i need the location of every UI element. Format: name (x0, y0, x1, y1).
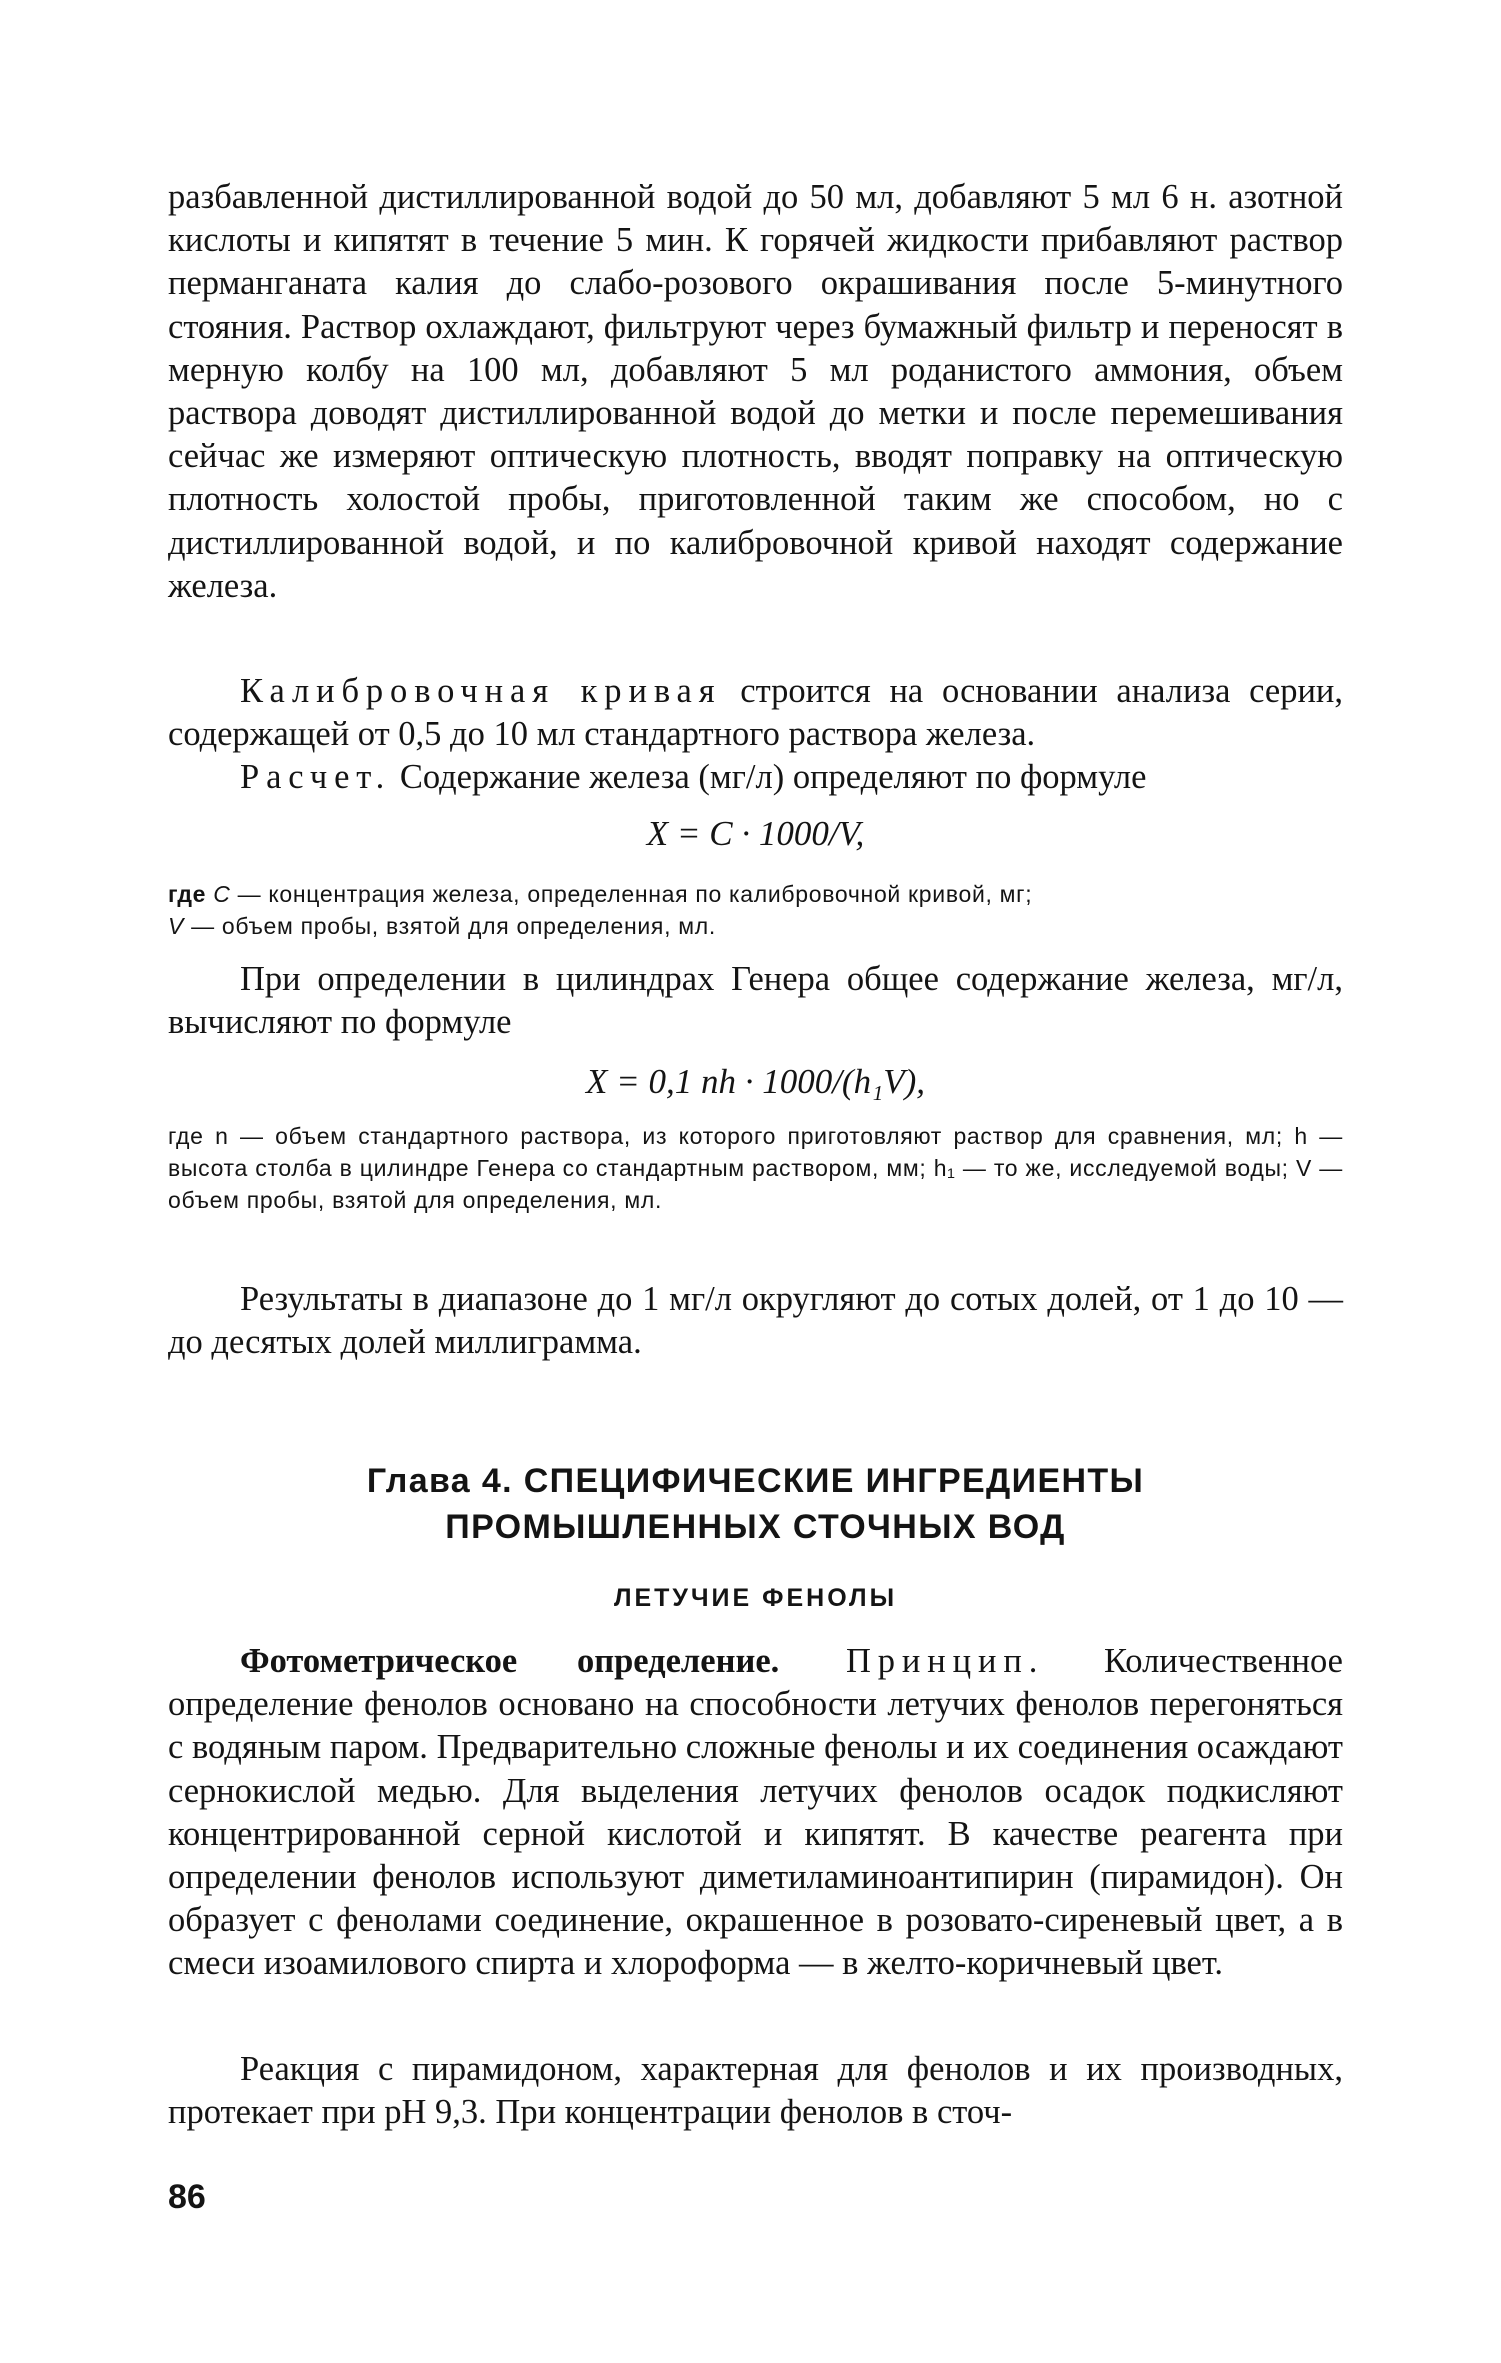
chapter-heading-line-1: Глава 4. СПЕЦИФИЧЕСКИЕ ИНГРЕДИЕНТЫ (366, 1462, 1145, 1500)
formula-iron-concentration (168, 812, 1343, 856)
paragraph-rounding: Результаты в диапазоне до 1 мг/л округляют до сотых долей, от 1 до 10 — до десятых долей миллиграмма. (168, 1280, 1343, 1362)
principle-text: Количественное определение фенолов основано на способности летучих фенолов перегоняться с водяным паром. Предварительно сложные фенолы и их соединения осаждают сернокислой медью. Для выделения летучих фенолов осадок подкисляют концентрированной серной кислотой и кипятят. В качестве реагента при определении фенолов используют диметиламиноантипирин (пирамидон). Он образует с фенолами соединение, окрашенное в розовато-сиреневый цвет, а в смеси изоамилового спирта и хлороформа — в желто-коричневый цвет. (168, 1642, 1343, 1983)
photometric-label: Фотометрическое определение. (240, 1642, 780, 1680)
note1-var-v: V (168, 913, 185, 939)
formula-hener (168, 1060, 1343, 1104)
chapter-heading-line-2: ПРОМЫШЛЕННЫХ СТОЧНЫХ ВОД (445, 1508, 1066, 1546)
paragraph-phenol-principle (168, 1640, 1343, 1986)
paragraph-iron-procedure: разбавленной дистиллированной водой до 50 мл, добавляют 5 мл 6 н. азотной кислоты и кипятят в течение 5 мин. К горячей жидкости прибавляют раствор перманганата калия до слабо-розового окрашивания после 5-минутного стояния. Раствор охлаждают, фильтруют через бумажный фильтр и переносят в мерную колбу на 100 мл, добавляют 5 мл роданистого аммония, объем раствора доводят дистиллированной водой до метки и после перемешивания сейчас же измеряют оптическую плотность, вводят поправку на оптическую плотность холостой пробы, приготовленной таким же способом, но с дистиллированной водой, и по калибровочной кривой находят содержание железа. (168, 178, 1343, 605)
note1-c-desc: — концентрация железа, определенная по калибровочной кривой, мг; (230, 881, 1033, 907)
paragraph-calculation (168, 756, 1343, 799)
chapter-heading (168, 1458, 1343, 1550)
calculation-label: Расчет. (240, 758, 392, 796)
calibration-curve-label: Калибровочная кривая (240, 672, 722, 710)
note-formula-1 (168, 878, 1343, 942)
note1-v-desc: — объем пробы, взятой для определения, мл. (184, 913, 716, 939)
paragraph-hener-cylinders: При определении в цилиндрах Генера общее содержание железа, мг/л, вычисляют по формуле (168, 960, 1343, 1042)
section-heading: ЛЕТУЧИЕ ФЕНОЛЫ (613, 1584, 898, 1612)
paragraph-calibration-curve (168, 670, 1343, 756)
formula-1: X = C · 1000/V, (646, 814, 865, 853)
paragraph-pyramidon-reaction: Реакция с пирамидоном, характерная для фенолов и их производных, протекает при pH 9,3. При концентрации фенолов в сточ- (168, 2050, 1343, 2132)
note1-prefix: где (168, 881, 214, 907)
calculation-text: Содержание железа (мг/л) определяют по формуле (391, 758, 1147, 796)
principle-label: Принцип. (779, 1642, 1045, 1680)
note-formula-2: где n — объем стандартного раствора, из которого приготовляют раствор для сравнения, мл; h — высота столба в цилиндре Генера со стандартным раствором, мм; h₁ — то же, исследуемой воды; V — объем пробы, взятой для определения, мл. (168, 1123, 1343, 1213)
calibration-curve-text: строится на основании анализа серии, содержащей от 0,5 до 10 мл стандартного раствора железа. (168, 672, 1343, 754)
formula-2: X = 0,1 nh · 1000/(h₁V), (585, 1062, 926, 1101)
note1-var-c: C (213, 881, 231, 907)
page-number: 86 (168, 2178, 206, 2216)
